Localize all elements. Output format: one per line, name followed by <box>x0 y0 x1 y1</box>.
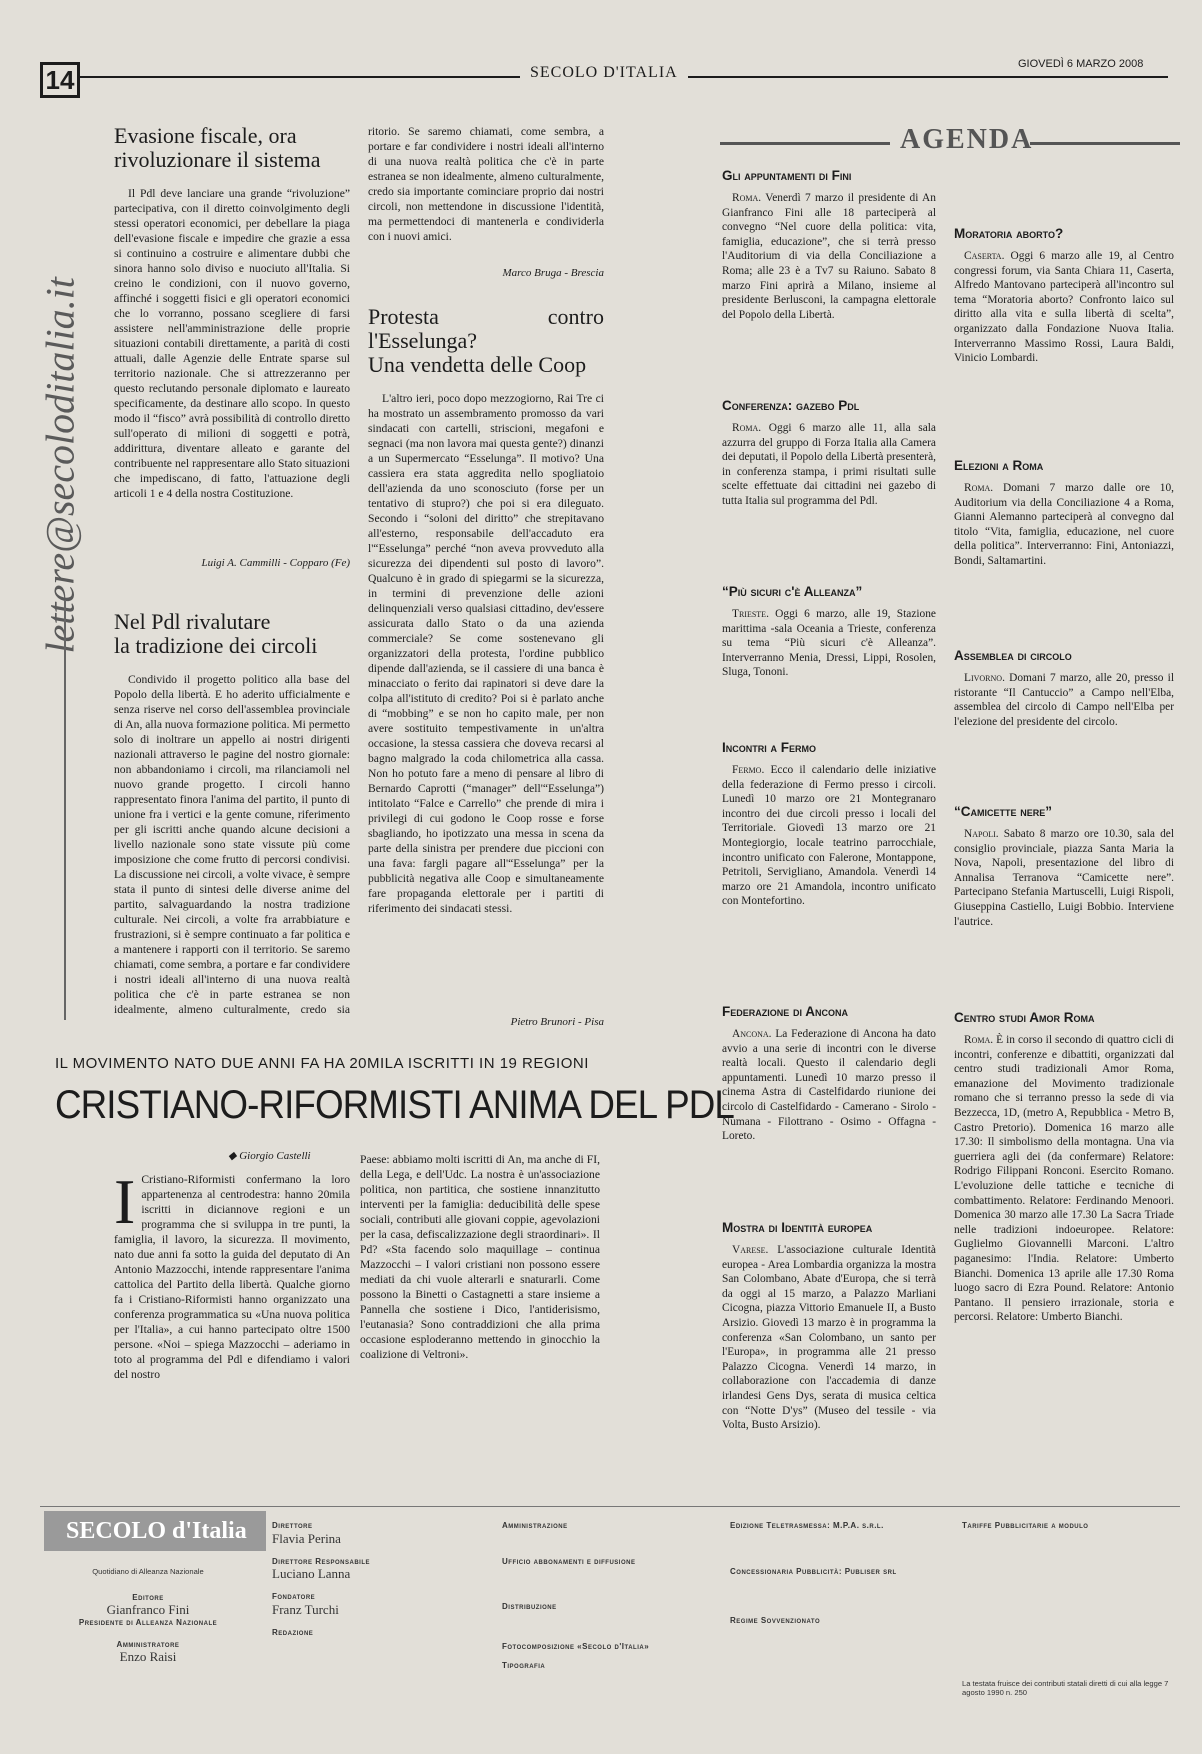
letter-2-continued <box>368 124 604 281</box>
agenda-heading: Incontri a Fermo <box>722 740 816 755</box>
agenda-item-elezioni: Elezioni a Roma Roma. Domani 7 marzo dalle ore 10, Auditorium via della Conciliazione 4 a Roma, Gianni Alemanno parteciperà al convegno dal titolo “Vita, famiglia, educazione, nel cuore della politica”. Interverranno: Fini, Antoniazzi, Bondi, Saltamartini. <box>954 458 1174 567</box>
agenda-item-ancona: Federazione di Ancona Ancona. La Federazione di Ancona ha dato avvio a una serie di incontri con le diverse realtà locali. Questo il calendario degli appuntamenti. Lunedì 10 marzo presso il cinema Astra di Castelfidardo riunione dei circolo di Castelfidardo - Camerano - Sirolo - Numana - Filottrano - Osimo - Offagna - Loreto. <box>722 1004 936 1143</box>
issue-date: GIOVEDÌ 6 MARZO 2008 <box>1018 58 1144 70</box>
agenda-heading: Gli appuntamenti di Fini <box>722 168 852 183</box>
article-col2-text: Paese: abbiamo molti iscritti di An, ma anche di FI, della Lega, e dell'Udc. La nostra è un'associazione politica, non partitica, che sostiene innanzitutto interventi per la famiglia: deducibilità delle spese sociali, contributi alle giovani coppie, agevolazioni per la casa, defiscalizzazione degli straordinari». Il Pd? «Sta facendo solo maquillage – continua Mazzocchi – I valori cristiani non possono essere mediati da chi vuole alterarli e snaturarli. Come possono la Binetti o Castagnetti a stare insieme a Pannella che sostiene i Dico, l'antiderisismo, l'eutanasia? Sono contraddizioni che alla prima occasione esploderanno mettendo in ginocchio la coalizione di Veltroni». <box>360 1153 600 1361</box>
letter-3-title: Protesta contro l'Esselunga? Una vendetta delle Coop <box>368 304 604 377</box>
article-title: CRISTIANO-RIFORMISTI ANIMA DEL PDL <box>55 1083 734 1127</box>
masthead: SECOLO D'ITALIA <box>520 64 688 82</box>
colophon-direction: Direttore Flavia Perina Direttore Responsabile Luciano Lanna Fondatore Franz Turchi Redazione <box>272 1521 371 1637</box>
agenda-item-amor-roma: Centro studi Amor Roma Roma. È in corso il secondo di quattro cicli di incontri, conferenze e dibattiti, organizzati dal centro studi tradizionali Amor Roma, emanazione del Movimento tradizionale romano che si terranno presso la sede di via Bezzecca, 1D, (metro A, Repubblica - Metro B, Castro Pretorio). Domenica 16 marzo alle 17.30: Il simbolismo della montagna. Una via guerriera agli dei (da confermare) Relatore: Rodrigo Filippani Ronconi. Esercito Romano. L'evoluzione delle tattiche e tecniche di combattimento. Relatore: Ferdinando Menoori. Domenica 30 marzo alle 17.30 La Sacra Triade nelle tradizioni indoeuropee. Relatore: Guglielmo Giovannelli Marconi. L'altro paganesimo: l'India. Relatore: Umberto Bianchi. Domenica 13 aprile alle 17.30 Roma luogo sacro di Ezra Pound. Relatore: Antonio Pantano. Il pensiero irrazionale, storia e percorsi. Relatore: Umberto Bianchi. <box>954 1010 1174 1324</box>
letter-1-title: Evasione fiscale, ora rivoluzionare il sistema <box>114 123 321 172</box>
agenda-item-napoli: “Camicette nere” Napoli. Sabato 8 marzo ore 10.30, sala del consiglio provinciale, piazza Santa Maria la Nova, Napoli, presentazione del libro di Annalisa Terranova “Camicette nere”. Partecipano Stefania Martuscelli, Luigi Rispoli, Giuseppina Castiello, Luigi Bobbio. Interviene l'autrice. <box>954 804 1174 928</box>
letter-2-signature: Marco Bruga - Brescia <box>502 267 604 279</box>
page-number: 14 <box>40 62 80 98</box>
letter-2-title: Nel Pdl rivalutare la tradizione dei circoli <box>114 609 318 658</box>
agenda-item-trieste: “Più sicuri c'è Alleanza” Trieste. Oggi 6 marzo, alle 19, Stazione marittima -sala Oceania a Trieste, conferenza su tema “Più sicuri c'è Alleanza”. Interverranno Menia, Dressi, Lippi, Rosolen, Sluga, Tononi. <box>722 584 936 679</box>
colophon-publisher: Quotidiano di Alleanza Nazionale Editore Gianfranco Fini Presidente di Alleanza Nazionale Amministratore Enzo Raisi <box>78 1567 218 1665</box>
agenda-title: AGENDA <box>900 124 1034 155</box>
article-dropcap: I <box>114 1172 136 1237</box>
article-col1-text: Cristiano-Riformisti confermano la loro appartenenza al centrodestra: hanno 20mila iscritti in diciannove regioni e un programma che si sviluppa in tre punti, la famiglia, il lavoro, la sicurezza. Il movimento, nato due anni fa sotto la guida del deputato di An Antonio Mazzocchi, intende rappresentare l'anima cattolica del Partito della libertà. Qualche giorno fa i Cristiano-Riformisti hanno organizzato una conferenza programmatica su «Una nuova politica per l'Italia», a cui hanno partecipato oltre 1500 persone. «Noi – spiega Mazzocchi – aderiamo in toto al programma del Pdl e difendiamo i valori del nostro <box>114 1173 350 1381</box>
article-kicker: IL MOVIMENTO NATO DUE ANNI FA HA 20MILA ISCRITTI IN 19 REGIONI <box>55 1055 589 1072</box>
article-author: ◆ Giorgio Castelli <box>228 1150 311 1162</box>
agenda-item-fermo: Incontri a Fermo Fermo. Ecco il calendario delle iniziative della federazione di Fermo presso i circoli. Lunedì 10 marzo ore 21 Montegranaro incontro dei due circoli presso i locali del Territoriale. Giovedì 13 marzo ore 21 Montegiorgio, locale teatrino parrocchiale, incontro unificato con Falerone, Montappone, Petritoli, Servigliano, Amandola. Venerdì 14 marzo ore 21 Amandola, incontro unificato con Montefortino. <box>722 740 936 908</box>
letter-1 <box>114 124 350 571</box>
agenda-item-varese: Mostra di Identità europea Varese. L'associazione culturale Identità europea - Area Lombardia organizza la mostra San Colombano, Abate d'Europa, che si terrà da oggi al 15 marzo, a Palazzo Marliani Cicogna, piazza Vittorio Emanuele II, a Busto Arsizio. Giovedì 13 marzo è in programma la conferenza «San Colombano, un santo per l'Europa», in programma alle 21 presso Palazzo Cicogna. Venerdì 14 marzo, in collaborazione con l'accademia di danze irlandesi Gens Dys, serata di musica celtica con “Notte D'ys” (Museo del tessile - via Volta, Busto Arsizio). <box>722 1220 936 1432</box>
agenda-heading: “Più sicuri c'è Alleanza” <box>722 584 863 599</box>
article-column-1 <box>114 1172 350 1456</box>
agenda-heading: Moratoria aborto? <box>954 226 1064 241</box>
letter-3-body: L'altro ieri, poco dopo mezzogiorno, Rai Tre ci ha mostrato un assembramento promosso da vari sindacati con cartelli, striscioni, megafoni e segnaci (ma non lavora mai questa gente?) dinanzi a un Supermercato “Esselunga”. Il motivo? Una cassiera era stata aggredita nello spogliatoio dell'azienda da uno sconosciuto (forse per un tentativo di stupro?) che poi si era dileguato. Secondo i “soloni del diritto” che strepitavano all'esterno, responsabile dell'accaduto era l'“Esselunga” perché “non aveva provveduto alla sicurezza dei dipendenti sul posto di lavoro”. Qualcuno è in grado di spiegarmi se la sicurezza, in termini di prevenzione delle azioni delinquenziali verso qualsiasi cittadino, dev'essere assicurata dallo Stato o da una azienda commerciale? Se come sostenevano gli organizzatori della protesta, l'ordine pubblico dipende dall'azienda, se il cassiere di una banca è minacciato o ferito dai rapinatori si deve dare la colpa all'istituto di credito? Poi si è parlato anche di “mobbing” e se non ho capito male, per non avere sostituito tempestivamente in un'altra occasione, la stessa cassiera che doveva recarsi al bagno malgrado la coda chilometrica alla cassa. Non ho potuto fare a meno di pensare al libro di Bernardo Caprotti (“manager” dell'“Esselunga”) intitolato “Falce e Carrello” che prende di mira i privilegi di cui godono le Coop rosse e forse sbagliando, ho ipotizzato una messa in scena da parte della sinistra per prendere due piccioni con una fava: fargli pagare all'“Esselunga” per la pubblicità negativa alle Coop e simultaneamente fare propaganda elettorale per i partiti di riferimento dei sindacati stessi. <box>368 392 604 915</box>
colophon <box>40 1506 1180 1727</box>
agenda-heading: Conferenza: gazebo Pdl <box>722 398 860 413</box>
letter-1-body: Il Pdl deve lanciare una grande “rivoluzione” partecipativa, con il diretto coinvolgimento degli stessi operatori economici, per debellare la piaga dell'evasione fiscale e impedire che grazie a essa si continuino a costruire e alimentare dubbi che sinora hanno solo diviso e nuociuto all'Italia. Si creino le condizioni, con il nuovo governo, affinché i soggetti fisici e gli operatori economici che lo vorranno, possano scegliere di farsi assistere nell'amministrazione delle proprie situazioni contabili direttamente, a parità di costi attuali, dalle Agenzie delle Entrate sparse sul territorio nazionale. Che si attrezzeranno per questo reclutando personale diplomato e laureato specificamente, da destinare allo scopo. In questo modo il “fisco” avrà possibilità di controllo diretto sull'operato di milioni di soggetti e potrà, addirittura, diventare alleato e garante del contribuente nel rappresentare allo Stato situazioni che impediscano, di fatto, l'attuazione degli articoli 1 e 4 della nostra Costituzione. <box>114 187 350 500</box>
agenda-heading: Centro studi Amor Roma <box>954 1010 1095 1025</box>
colophon-tariffs: Tariffe Pubblicitarie a modulo La testata fruisce dei contributi statali diretti di cui alla legge 7 agosto 1990 n. 250 <box>962 1521 1169 1698</box>
letter-1-signature: Luigi A. Cammilli - Copparo (Fe) <box>201 557 350 569</box>
article-column-2 <box>360 1152 600 1456</box>
letter-3-signature: Pietro Brunori - Pisa <box>510 1016 604 1028</box>
agenda-item-livorno: Assemblea di circolo Livorno. Domani 7 marzo, alle 20, presso il ristorante “Il Cantuccio” a Campo nell'Elba, assemblea del circolo di Campo nell'Elba per l'elezione del presidente del circolo. <box>954 648 1174 728</box>
agenda-heading: Federazione di Ancona <box>722 1004 848 1019</box>
letter-2-body-cont: ritorio. Se saremo chiamati, come sembra, a portare e far condividere i nostri ideali all'interno di una nuova realtà politica che c'è in parte estranea se non idealmente, almeno culturalmente, credo sia importante cominciare proprio dai nostri circoli, non mettendone in discussione l'identità, ma permettendoci di mantenerla e condividerla con i nuovi amici. <box>368 125 604 243</box>
agenda-item-gazebo: Conferenza: gazebo Pdl Roma. Oggi 6 marzo alle 11, alla sala azzurra del gruppo di Forza Italia alla Camera dei deputati, il Popolo della Libertà presenterà, in conferenza stampa, i primi risultati sulle scelte effettuate dai cittadini nei gazebo di tutta Italia sul programma del Pdl. <box>722 398 936 507</box>
agenda-rule-left <box>720 142 890 145</box>
vertical-email-banner <box>30 120 90 660</box>
agenda-heading: Mostra di Identità europea <box>722 1220 873 1235</box>
agenda-item-fini: Gli appuntamenti di Fini Roma. Venerdì 7 marzo il presidente di An Gianfranco Fini alle 18 parteciperà al convegno “Nel cuore della politica: vita, famiglia, educazione”, che si terrà presso l'Auditorium di via della Conciliazione a Roma; alle 23 è a Tv7 su Raiuno. Sabato 8 marzo Fini aprirà a Milano, insieme al presidente Berlusconi, la campagna elettorale del Popolo della Libertà. <box>722 168 936 321</box>
email-address: lettere@secoloditalia.it <box>37 277 83 654</box>
letter-2 <box>114 610 350 1017</box>
agenda-heading: Elezioni a Roma <box>954 458 1044 473</box>
colophon-print: Edizione Teletrasmessa: M.P.A. s.r.l. Concessionaria Pubblicità: Publiser srl Regime Sovvenzionato <box>730 1521 897 1626</box>
agenda-rule-right <box>1030 142 1180 145</box>
agenda-item-moratoria: Moratoria aborto? Caserta. Oggi 6 marzo alle 19, al Centro congressi forum, via Santa Chiara 11, Caserta, Alfredo Mantovano parteciperà all'incontro sul tema “Moratoria aborto? Confronto laico sul diritto alla vita e sulla libertà di scelta”, organizzato dalla Fondazione Nuova Italia. Interverranno Massimo Rossi, Laura Baldi, Vinicio Lombardi. <box>954 226 1174 365</box>
footer-logo: SECOLO d'Italia <box>44 1511 266 1551</box>
letter-2-body: Condivido il progetto politico alla base del Popolo della libertà. E ho aderito ufficialmente e senza riserve nel corso dell'assemblea provinciale di An, alla nuova formazione politica. Mi permetto solo di inoltrare un appello ai nostri dirigenti nazionali attraverso le pagine del nostro giornale: non abbandoniamo i circoli, ma rilanciamoli nel nuovo grande progetto. I circoli hanno rappresentato finora l'anima del partito, il punto di unione fra i vertici e la gente comune, riferimento per gli iscritti anche quando alcune decisioni a livello nazionale sono state vissute più come imposizione che come frutto di percorsi condivisi. La discussione nei circoli, a volte vivace, è sempre stata il punto di sintesi delle diverse anime del partito, salvaguardando la nostra tradizione culturale. Nei circoli, a volte fra arrabbiature e frustrazioni, si è sempre continuato a far politica e a mantenere i rapporti con il territorio. Se saremo chiamati, come sembra, a portare e far condividere i nostri ideali all'interno di una nuova realtà politica che c'è in parte estranea se non idealmente, almeno culturalmente, credo sia <box>114 673 350 1016</box>
colophon-admin: Amministrazione Ufficio abbonamenti e diffusione Distribuzione Fotocomposizione «Secolo d'Italia» Tipografia <box>502 1521 650 1671</box>
agenda-heading: “Camicette nere” <box>954 804 1053 819</box>
letter-3 <box>368 305 604 1030</box>
vertical-divider <box>64 600 66 1020</box>
agenda-heading: Assemblea di circolo <box>954 648 1072 663</box>
